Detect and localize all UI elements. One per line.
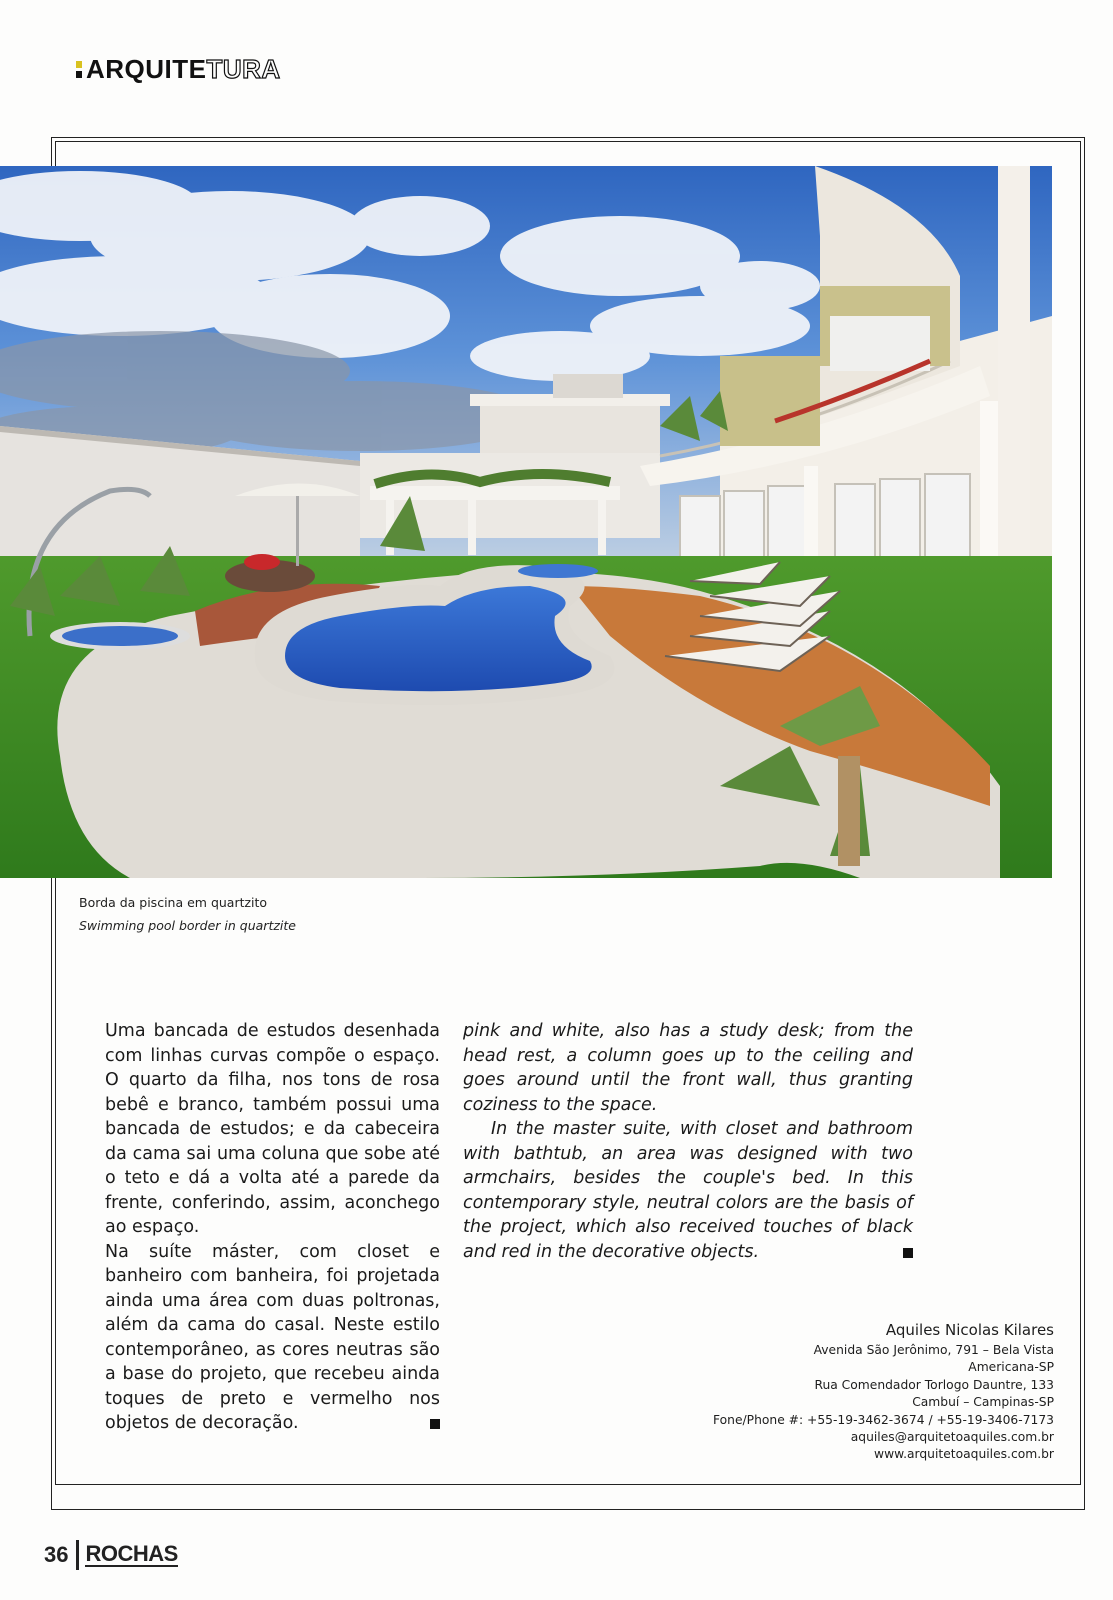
architect-credits (713, 1320, 1054, 1464)
page-footer (44, 1540, 178, 1570)
credit-line: Cambuí – Campinas-SP (912, 1395, 1054, 1410)
section-header (76, 54, 281, 85)
magazine-logo: ROCHAS (85, 1541, 178, 1566)
caption-english: Swimming pool border in quartzite (79, 918, 296, 933)
pt-paragraph: Na suíte máster, com closet e banheiro com banheira, foi projetada ainda uma área com duas poltronas, além da cama do casal. Neste estilo contemporâneo, as cores neutras são a base do projeto, que recebeu ainda toques de preto e vermelho nos objetos de decoração. (105, 1241, 440, 1433)
section-title-outline: TURA (206, 54, 281, 84)
credit-line: Rua Comendador Torlogo Dauntre, 133 (814, 1377, 1054, 1392)
pt-paragraph: Uma bancada de estudos desenhada com linhas curvas compõe o espaço. O quarto da filha, nos tons de rosa bebê e branco, também possui uma bancada de estudos; e da cabeceira da cama sai uma coluna que sobe até o teto e dá a volta até a parede da frente, conferindo, assim, aconchego ao espaço. (105, 1021, 440, 1237)
end-of-article-mark (430, 1419, 440, 1429)
credit-line: Avenida São Jerônimo, 791 – Bela Vista (813, 1343, 1054, 1357)
photo-caption (79, 891, 296, 937)
section-title-solid: ARQUITE (86, 54, 207, 84)
credit-line: Americana-SP (968, 1360, 1054, 1375)
credit-phone: Fone/Phone #: +55-19-3462-3674 / +55-19-3406-7173 (713, 1412, 1054, 1427)
end-of-article-mark (903, 1248, 913, 1258)
page-number: 36 (44, 1542, 69, 1567)
section-marker-icon (76, 61, 82, 78)
section-title (86, 54, 281, 85)
en-paragraph: pink and white, also has a study desk; from the head rest, a column goes up to the ceiling and goes around until the front wall, thus granting coziness to the space. (463, 1021, 913, 1115)
credit-email: aquiles@arquitetoaquiles.com.br (850, 1430, 1054, 1445)
architect-name: Aquiles Nicolas Kilares (885, 1321, 1054, 1339)
footer-divider (76, 1540, 79, 1570)
pool-photo (0, 166, 1052, 878)
en-paragraph: In the master suite, with closet and bathroom with bathtub, an area was designed with two armchairs, besides the couple's bed. In this contemporary style, neutral colors are the basis of the project, which also received touches of black and red in the decorative objects. (463, 1119, 913, 1262)
article-column-portuguese (105, 1019, 440, 1436)
credit-website: www.arquitetoaquiles.com.br (874, 1447, 1054, 1462)
caption-portuguese: Borda da piscina em quartzito (79, 895, 268, 910)
article-column-english (463, 1019, 913, 1264)
